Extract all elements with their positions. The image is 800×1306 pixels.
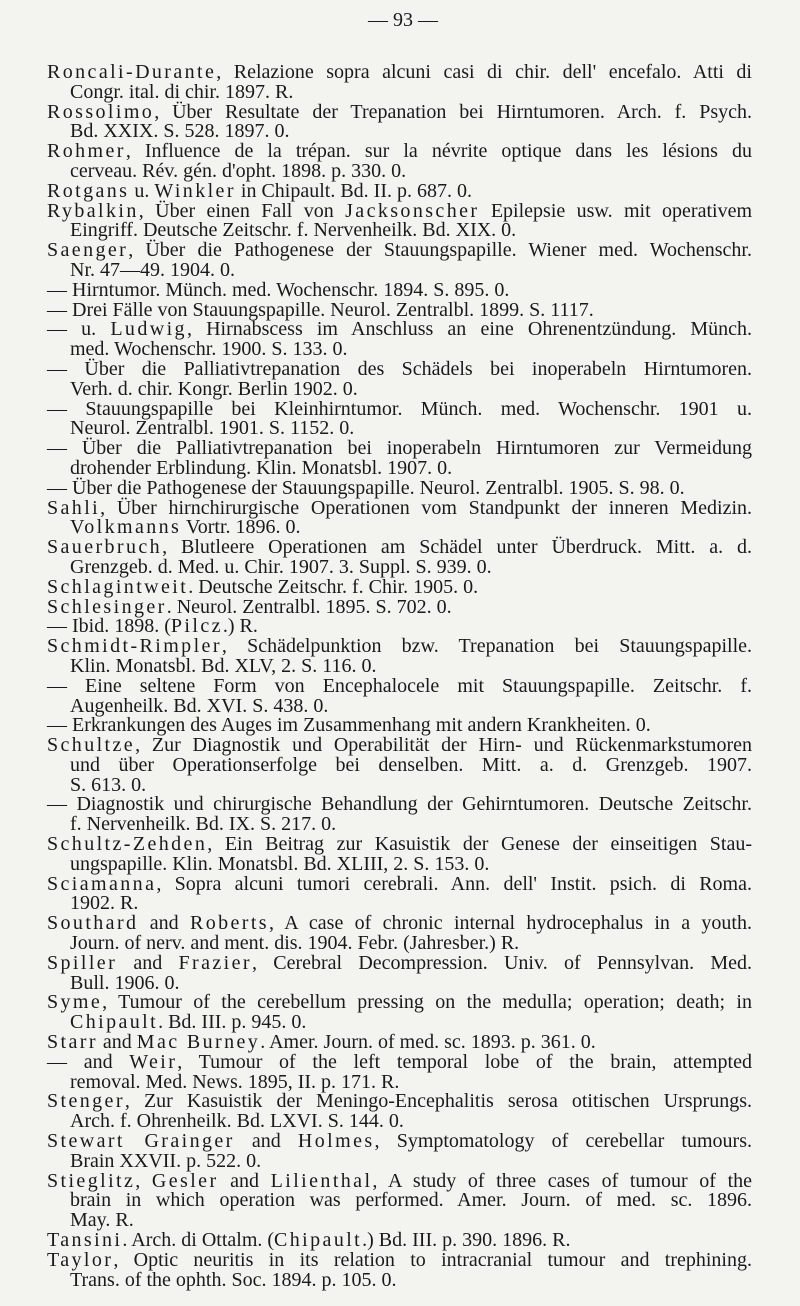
bibliography-entry: [47, 674, 752, 717]
entry-line: [47, 753, 752, 776]
entry-text: — Drei Fälle von Stauungspapille. Neurol. Zentralbl. 1899. S. 1117.: [47, 298, 594, 321]
spaced-name: Weir: [129, 1050, 178, 1073]
entry-text: and: [117, 951, 179, 974]
spaced-name: Saenger: [47, 239, 129, 262]
spaced-name: Mac Burney: [136, 1031, 261, 1054]
bibliography-entry: [47, 1169, 753, 1232]
spaced-name: Spiller: [47, 951, 118, 974]
entry-text: Bd. XXIX. S. 528. 1897. 0.: [70, 120, 290, 143]
bibliography-entry: [47, 357, 752, 400]
entry-text: , A study of three cases of tumour of the: [372, 1169, 753, 1192]
entry-line: [47, 872, 752, 895]
entry-text: — u.: [47, 318, 111, 341]
entry-text: . Neurol. Zentralbl. 1895. S. 702. 0.: [166, 595, 452, 618]
spaced-name: Volkmanns: [70, 516, 182, 539]
entry-text: — Ibid. 1898. (: [47, 615, 171, 638]
entry-text: Neurol. Zentralbl. 1901. S. 1152. 0.: [70, 417, 355, 440]
entry-text: — Über die Palliativtrepanation des Schädels bei inoperabeln Hirntumoren.: [47, 357, 752, 380]
entry-text: , A case of chronic internal hydrocephalus in a youth.: [269, 912, 752, 935]
bibliography-entry: [47, 835, 752, 875]
entry-text: Nr. 47—49. 1904. 0.: [70, 258, 235, 281]
entry-text: and: [97, 1031, 137, 1054]
bibliography-entry: [47, 496, 752, 539]
entry-text: .) Bd. III. p. 390. 1896. R.: [362, 1229, 571, 1252]
bibliography-list: [47, 63, 752, 1290]
entry-text: brain in which operation was performed. Amer. Journ. of med. sc. 1896.: [70, 1189, 752, 1212]
entry-text: und über Operationserfolge bei denselben. Mitt. a. d. Grenzgeb. 1907.: [70, 753, 752, 776]
spaced-name: Schultz-Zehden: [47, 833, 208, 856]
spaced-name: Sauerbruch: [47, 536, 163, 559]
spaced-name: Chipault: [70, 1011, 159, 1034]
bibliography-entry: [47, 63, 752, 103]
spaced-name: Sahli: [47, 496, 101, 519]
bibliography-entry: [47, 637, 752, 677]
entry-text: , Blutleere Operationen am Schädel unter Überdruck. Mitt. a. d.: [162, 536, 752, 559]
entry-text: , Über hirnchirurgische Operationen vom Standpunkt der inneren Medizin.: [100, 496, 752, 519]
entry-text: . Bd. III. p. 945. 0.: [158, 1011, 307, 1034]
entry-text: and: [138, 912, 190, 935]
bibliography-entry: [47, 1132, 752, 1172]
entry-text: Grenzgeb. d. Med. u. Chir. 1907. 3. Suppl. S. 939. 0.: [70, 555, 492, 578]
spaced-name: Roncali-Durante: [47, 61, 217, 83]
entry-text: , Ein Beitrag zur Kasuistik der Genese der einseitigen Stau-: [207, 833, 752, 856]
spaced-name: Schmidt-Rimpler: [47, 635, 222, 658]
page-number: — 93 —: [368, 9, 438, 31]
entry-text: ,: [135, 1169, 152, 1192]
entry-text: and: [234, 1130, 298, 1153]
entry-text: , Influence de la trépan. sur la névrite optique dans les lésions du: [125, 140, 752, 163]
bibliography-entry: [47, 951, 752, 994]
entry-text: cerveau. Rév. gén. d'opht. 1898. p. 330. 0.: [70, 159, 407, 182]
spaced-name: Stenger: [47, 1090, 125, 1113]
bibliography-entry: [47, 538, 752, 578]
bibliography-entry: [47, 439, 752, 479]
entry-line: [47, 1268, 752, 1291]
spaced-name: Schlesinger: [47, 595, 167, 618]
entry-text: , Cerebral Decompression. Univ. of Pennsylvan. Med.: [251, 951, 752, 974]
entry-text: Vortr. 1896. 0.: [181, 516, 301, 539]
entry-text: , Über Resultate der Trepanation bei Hirntumoren. Arch. f. Psych.: [154, 100, 752, 123]
entry-text: Congr. ital. di chir. 1897. R.: [70, 80, 294, 103]
entry-text: — Stauungspapille bei Kleinhirntumor. Münch. med. Wochenschr. 1901 u.: [47, 397, 752, 420]
spaced-name: Frazier: [178, 951, 252, 974]
entry-text: , Über die Pathogenese der Stauungspapille. Wiener med. Wochenschr.: [128, 239, 752, 262]
entry-text: in Chipault. Bd. II. p. 687. 0.: [235, 179, 472, 202]
entry-text: May. R.: [70, 1209, 134, 1232]
spaced-name: Rossolimo: [47, 100, 155, 123]
entry-text: ungspapille. Klin. Monatsbl. Bd. XLIII, 2. S. 153. 0.: [70, 852, 490, 875]
entry-text: S. 613. 0.: [70, 773, 147, 796]
entry-text: — Erkrankungen des Auges im Zusammenhang mit andern Krankheiten. 0.: [47, 714, 651, 737]
entry-text: Arch. f. Ohrenheilk. Bd. LXVI. S. 144. 0.: [70, 1110, 404, 1133]
spaced-name: Tansini: [47, 1229, 123, 1252]
entry-text: Augenheilk. Bd. XVI. S. 438. 0.: [70, 694, 329, 717]
entry-text: , Zur Diagnostik und Operabilität der Hirn- und Rückenmarkstumoren: [135, 734, 752, 757]
entry-text: , Relazione sopra alcuni casi di chir. dell' encefalo. Atti di: [216, 61, 752, 83]
entry-text: — Eine seltene Form von Encephalocele mit Stauungspapille. Zeitschr. f.: [47, 674, 752, 697]
entry-text: and: [218, 1169, 271, 1192]
entry-text: Epilepsie usw. mit operativem: [479, 199, 752, 222]
spaced-name: Rohmer: [47, 140, 126, 163]
entry-text: , Tumour of the left temporal lobe of the brain, attempted: [177, 1050, 752, 1073]
entry-text: , Tumour of the cerebellum pressing on the medulla; operation; death; in: [102, 991, 752, 1014]
spaced-name: Taylor: [47, 1248, 114, 1271]
bibliography-entry: [47, 736, 752, 795]
entry-text: f. Nervenheilk. Bd. IX. S. 217. 0.: [70, 813, 337, 836]
entry-text: med. Wochenschr. 1900. S. 133. 0.: [70, 338, 348, 361]
spaced-name: Stieglitz: [47, 1169, 136, 1192]
spaced-name: Jacksonscher: [345, 199, 480, 222]
bibliography-entry: [47, 872, 752, 915]
bibliography-entry: [47, 199, 752, 242]
entry-text: removal. Med. News. 1895, II. p. 171. R.: [70, 1070, 400, 1093]
spaced-name: Gesler: [151, 1169, 219, 1192]
entry-text: Klin. Monatsbl. Bd. XLV, 2. S. 116. 0.: [70, 654, 377, 677]
entry-text: . Arch. di Ottalm. (: [122, 1229, 275, 1252]
entry-text: 1902. R.: [70, 892, 139, 915]
bibliography-entry: [47, 1050, 752, 1093]
entry-text: , Schädelpunktion bzw. Trepanation bei Stauungspapille.: [221, 635, 752, 658]
entry-text: , Über einen Fall von: [138, 199, 346, 222]
bibliography-entry: [47, 993, 752, 1033]
entry-text: — Über die Palliativtrepanation bei inoperabeln Hirntumoren zur Vermeidung: [47, 437, 752, 460]
entry-text: . Amer. Journ. of med. sc. 1893. p. 361. 0.: [260, 1031, 596, 1054]
spaced-name: Syme: [47, 991, 103, 1014]
entry-text: Bull. 1906. 0.: [70, 971, 180, 994]
entry-line: [47, 1191, 752, 1211]
bibliography-entry: [47, 142, 752, 182]
bibliography-entry: [47, 100, 752, 143]
entry-text: , Symptomatology of cerebellar tumours.: [374, 1130, 752, 1153]
spaced-name: Schultze: [47, 734, 136, 757]
entry-text: , Sopra alcuni tumori cerebrali. Ann. dell' Instit. psich. di Roma.: [156, 872, 752, 895]
entry-text: Journ. of nerv. and ment. dis. 1904. Febr. (Jahresber.) R.: [70, 932, 520, 955]
spaced-name: Southard: [47, 912, 139, 935]
bibliography-entry: [47, 241, 752, 281]
spaced-name: Starr: [47, 1031, 98, 1054]
entry-text: — Diagnostik und chirurgische Behandlung der Gehirntumoren. Deutsche Zeitschr.: [47, 793, 752, 816]
spaced-name: Lilienthal: [270, 1169, 373, 1192]
entry-text: , Optic neuritis in its relation to intracranial tumour and trephining.: [113, 1248, 752, 1271]
entry-text: . Deutsche Zeitschr. f. Chir. 1905. 0.: [188, 575, 479, 598]
spaced-name: Stewart Grainger: [47, 1130, 235, 1153]
entry-text: drohender Erblindung. Klin. Monatsbl. 1907. 0.: [70, 456, 453, 479]
spaced-name: Winkler: [154, 179, 236, 202]
entry-text: — Über die Pathogenese der Stauungspapille. Neurol. Zentralbl. 1905. S. 98. 0.: [47, 476, 685, 499]
spaced-name: Sciamanna: [47, 872, 157, 895]
spaced-name: Roberts: [189, 912, 269, 935]
entry-text: — Hirntumor. Münch. med. Wochenschr. 1894. S. 895. 0.: [47, 278, 510, 301]
bibliography-entry: [47, 397, 752, 440]
bibliography-entry: [47, 320, 752, 360]
entry-text: — and: [47, 1050, 130, 1073]
bibliography-entry: [47, 1092, 752, 1132]
entry-text: .) R.: [222, 615, 258, 638]
entry-text: Verh. d. chir. Kongr. Berlin 1902. 0.: [70, 377, 358, 400]
spaced-name: Rotgans: [47, 179, 130, 202]
bibliography-entry: [47, 914, 752, 954]
entry-text: Eingriff. Deutsche Zeitschr. f. Nervenheilk. Bd. XIX. 0.: [70, 219, 517, 242]
spaced-name: Pilcz: [170, 615, 223, 638]
entry-text: Trans. of the ophth. Soc. 1894. p. 105. 0.: [70, 1268, 397, 1291]
entry-text: , Hirnabscess im Anschluss an eine Ohrenentzündung. Münch.: [186, 318, 753, 341]
spaced-name: Chipault: [274, 1229, 363, 1252]
bibliography-entry: [47, 795, 752, 835]
spaced-name: Holmes: [297, 1130, 375, 1153]
entry-text: Brain XXVII. p. 522. 0.: [70, 1149, 262, 1172]
spaced-name: Ludwig: [110, 318, 187, 341]
spaced-name: Schlagintweit: [47, 575, 189, 598]
entry-text: u.: [129, 179, 155, 202]
bibliography-entry: [47, 1248, 752, 1291]
entry-text: , Zur Kasuistik der Meningo-Encephalitis serosa otitischen Ursprungs.: [124, 1090, 752, 1113]
spaced-name: Rybalkin: [47, 199, 139, 222]
